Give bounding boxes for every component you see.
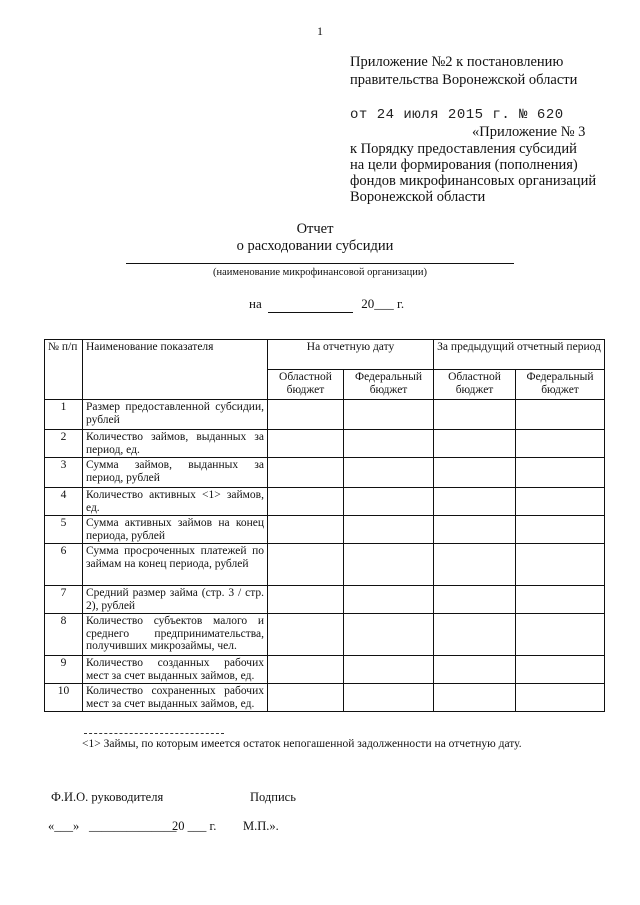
table-row (45, 614, 605, 656)
header-name: Наименование показателя (83, 340, 268, 400)
header-federal-current: Федеральный бюджет (344, 370, 434, 400)
indicator-name: Количество сохраненных рабочих мест за счет выданных займов, ед. (83, 684, 268, 712)
value-cell-regional-current (268, 488, 344, 516)
indicator-name: Сумма просроченных платежей по займам на конец периода, рублей (83, 544, 268, 586)
row-number: 1 (45, 400, 83, 430)
value-cell-federal-current (344, 458, 434, 488)
footnote-divider (84, 733, 224, 734)
header-regional-previous: Областной бюджет (434, 370, 516, 400)
signature-date-month: ______________ (89, 819, 177, 833)
value-cell-federal-current (344, 516, 434, 544)
header-num: № п/п (45, 340, 83, 400)
report-table (44, 339, 605, 712)
annex-ref-line-4: фондов микрофинансовых организаций (350, 173, 597, 189)
decree-date-stamp: от 24 июля 2015 г. № 620 (350, 107, 564, 123)
table-row (45, 430, 605, 458)
value-cell-regional-previous (434, 656, 516, 684)
value-cell-regional-current (268, 400, 344, 430)
value-cell-federal-previous (516, 400, 605, 430)
value-cell-regional-current (268, 586, 344, 614)
annex-ref-line-1: «Приложение № 3 (472, 124, 586, 140)
value-cell-federal-current (344, 488, 434, 516)
row-number: 5 (45, 516, 83, 544)
value-cell-regional-previous (434, 516, 516, 544)
value-cell-federal-current (344, 400, 434, 430)
page-number: 1 (317, 24, 323, 38)
row-number: 2 (45, 430, 83, 458)
header-current-date: На отчетную дату (268, 340, 434, 370)
header-regional-current: Областной бюджет (268, 370, 344, 400)
value-cell-federal-previous (516, 544, 605, 586)
header-previous-period: За предыдущий отчетный период (434, 340, 605, 370)
indicator-name: Количество субъектов малого и среднего предпринимательства, получивших микрозаймы, чел. (83, 614, 268, 656)
value-cell-regional-current (268, 614, 344, 656)
stamp-place: М.П.». (243, 819, 279, 833)
table-row (45, 458, 605, 488)
row-number: 3 (45, 458, 83, 488)
table-row (45, 656, 605, 684)
table-row (45, 544, 605, 586)
head-name-label: Ф.И.О. руководителя (51, 790, 164, 804)
header-federal-previous: Федеральный бюджет (516, 370, 605, 400)
value-cell-federal-previous (516, 488, 605, 516)
value-cell-federal-current (344, 586, 434, 614)
row-number: 4 (45, 488, 83, 516)
value-cell-regional-previous (434, 488, 516, 516)
report-title: Отчет (296, 221, 334, 237)
value-cell-regional-current (268, 544, 344, 586)
value-cell-federal-previous (516, 614, 605, 656)
indicator-name: Количество займов, выданных за период, ед. (83, 430, 268, 458)
indicator-name: Количество созданных рабочих мест за счет выданных займов, ед. (83, 656, 268, 684)
row-number: 6 (45, 544, 83, 586)
value-cell-federal-previous (516, 684, 605, 712)
indicator-name: Сумма активных займов на конец периода, рублей (83, 516, 268, 544)
table-row (45, 684, 605, 712)
value-cell-federal-current (344, 544, 434, 586)
table-row (45, 516, 605, 544)
report-subtitle: о расходовании субсидии (236, 238, 394, 254)
annex-line-2: правительства Воронежской области (350, 72, 578, 88)
report-date-row (249, 296, 404, 313)
value-cell-regional-previous (434, 614, 516, 656)
value-cell-regional-previous (434, 544, 516, 586)
value-cell-federal-current (344, 656, 434, 684)
value-cell-federal-previous (516, 430, 605, 458)
footnote-text: <1> Займы, по которым имеется остаток непогашенной задолженности на отчетную дату. (82, 738, 522, 750)
row-number: 10 (45, 684, 83, 712)
annex-ref-line-3: на цели формирования (пополнения) (350, 157, 578, 173)
row-number: 7 (45, 586, 83, 614)
table-row (45, 488, 605, 516)
value-cell-federal-current (344, 684, 434, 712)
indicator-name: Размер предоставленной субсидии, рублей (83, 400, 268, 430)
value-cell-regional-previous (434, 458, 516, 488)
value-cell-regional-current (268, 684, 344, 712)
annex-line-1: Приложение №2 к постановлению (350, 54, 564, 70)
value-cell-federal-current (344, 614, 434, 656)
value-cell-federal-previous (516, 656, 605, 684)
value-cell-regional-previous (434, 586, 516, 614)
signature-date-day: «___» (48, 819, 80, 833)
report-date-blank (268, 296, 353, 313)
report-date-year: 20___ г. (361, 296, 405, 311)
indicator-name: Количество активных <1> займов, ед. (83, 488, 268, 516)
table-row (45, 400, 605, 430)
value-cell-regional-current (268, 516, 344, 544)
organization-name-line (126, 262, 514, 264)
report-date-prefix: на (249, 296, 262, 311)
value-cell-regional-previous (434, 430, 516, 458)
value-cell-regional-previous (434, 400, 516, 430)
table-row (45, 586, 605, 614)
value-cell-regional-current (268, 430, 344, 458)
indicator-name: Средний размер займа (стр. 3 / стр. 2), рублей (83, 586, 268, 614)
value-cell-regional-previous (434, 684, 516, 712)
value-cell-federal-previous (516, 516, 605, 544)
annex-ref-line-5: Воронежской области (350, 189, 486, 205)
annex-ref-line-2: к Порядку предоставления субсидий (350, 141, 577, 157)
value-cell-federal-previous (516, 458, 605, 488)
value-cell-regional-current (268, 458, 344, 488)
organization-caption: (наименование микрофинансовой организации) (213, 267, 427, 278)
value-cell-federal-previous (516, 586, 605, 614)
signature-date-year: 20 ___ г. (172, 819, 217, 833)
signature-label: Подпись (250, 790, 296, 804)
row-number: 9 (45, 656, 83, 684)
row-number: 8 (45, 614, 83, 656)
indicator-name: Сумма займов, выданных за период, рублей (83, 458, 268, 488)
value-cell-regional-current (268, 656, 344, 684)
value-cell-federal-current (344, 430, 434, 458)
